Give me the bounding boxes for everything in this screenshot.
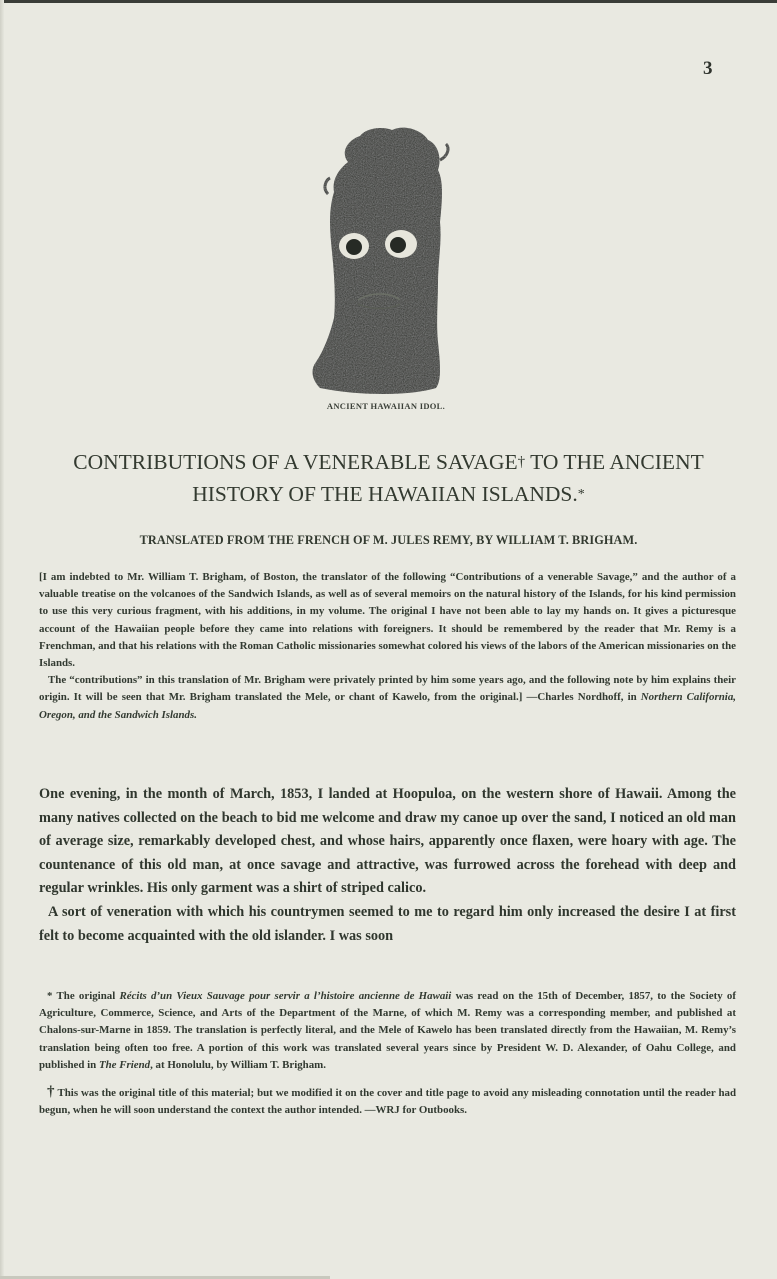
footnote-text: The original bbox=[52, 990, 120, 1002]
translator-credit: TRANSLATED FROM THE FRENCH OF M. JULES REMY, BY WILLIAM T. BRIGHAM. bbox=[139, 533, 638, 547]
title-line-1a: CONTRIBUTIONS OF A VENERABLE SAVAGE bbox=[73, 450, 518, 474]
preface-source-title: Northern California, Oregon, and the Sandwich Islands. bbox=[39, 691, 736, 721]
title-line-1b: TO THE ANCIENT bbox=[525, 450, 704, 474]
publication-title: The Friend bbox=[98, 1058, 151, 1071]
footnote-dagger bbox=[39, 1084, 736, 1119]
body-paragraph-2: A sort of veneration with which his countrymen seemed to me to regard him only increased the desire I at first felt to become acquainted with the old islander. I was soon bbox=[39, 903, 736, 944]
asterisk-mark: * bbox=[47, 990, 53, 1002]
dagger-mark: † bbox=[47, 1084, 55, 1101]
footnote-text: was read on the 15th of December, 1857, to the Society of Agriculture, Commerce, Science, and Arts of the Department of the Marne, of which M. Remy was a corresponding member, and published at Chalons-sur-Marne in 1859. The translation is perfectly literal, and the Mele of Kawelo has been translated directly from the Hawaiian, M. Remy’s translation being often too free. A portion of this work was translated several years since by President W. D. Alexander, of Oahu College, and published in bbox=[39, 990, 736, 1071]
body-paragraph-1: One evening, in the month of March, 1853, I landed at Hoopuloa, on the western shore of Hawaii. Among the many natives collected on the beach to bid me welcome and draw my canoe up over the sand, I noticed an old man of average size, remarkably developed chest, and whose hairs, apparently once flaxen, were hoary with age. The countenance of this old man, at once savage and attractive, was furrowed across the forehead with deep and regular wrinkles. His only garment was a shirt of striped calico. bbox=[39, 786, 736, 897]
french-title: Récits d’un Vieux Sauvage pour servir a l’histoire ancienne de Hawaii bbox=[119, 990, 452, 1002]
dagger-footnote-ref[interactable]: † bbox=[517, 454, 526, 470]
page-number: 3 bbox=[703, 58, 713, 79]
footnotes bbox=[39, 988, 736, 1119]
preface-paragraph-2-text: The “contributions” in this translation of Mr. Brigham were privately printed by him some years ago, and the following note by him explains their origin. It will be seen that Mr. Brigham translated the Mele, or chant of Kawelo, from the original.] —Charles Nordhoff, in bbox=[39, 674, 736, 704]
title-line-2: HISTORY OF THE HAWAIIAN ISLANDS. bbox=[192, 482, 578, 506]
preface-paragraph-2 bbox=[39, 672, 736, 724]
idol-image-icon bbox=[300, 122, 480, 402]
footnote-text: This was the original title of this material; but we modified it on the cover and title page to avoid any misleading connotation until the reader had begun, when he will soon understand the context the author intended. —WRJ for Outbooks. bbox=[39, 1087, 737, 1117]
preface-paragraph-1: [I am indebted to Mr. William T. Brigham, of Boston, the translator of the following “Contributions of a venerable Savage,” and the author of a valuable treatise on the volcanoes of the Sandwich Islands, as well as of several memoirs on the natural history of the Islands, for his kind permission to use this very curious fragment, with his additions, in my volume. The original I have not been able to lay my hands on. It gives a picturesque account of the Hawaiian people before they came into relations with foreigners. It should be remembered by the reader that Mr. Remy is a Frenchman, and that his relations with the Roman Catholic missionaries somewhat colored his views of the labors of the American missionaries on the Islands. bbox=[39, 571, 736, 670]
footnote-text: , at Honolulu, by William T. Brigham. bbox=[150, 1058, 326, 1071]
figure-caption: ANCIENT HAWAIIAN IDOL. bbox=[326, 401, 446, 411]
page-binding-shadow bbox=[0, 0, 4, 1279]
hawaiian-idol-illustration bbox=[300, 122, 480, 412]
body-text bbox=[39, 783, 736, 948]
page-top-edge bbox=[0, 0, 777, 3]
asterisk-footnote-ref[interactable]: * bbox=[577, 487, 585, 502]
article-title bbox=[20, 448, 757, 509]
editor-preface bbox=[39, 569, 736, 724]
footnote-asterisk bbox=[39, 988, 736, 1074]
